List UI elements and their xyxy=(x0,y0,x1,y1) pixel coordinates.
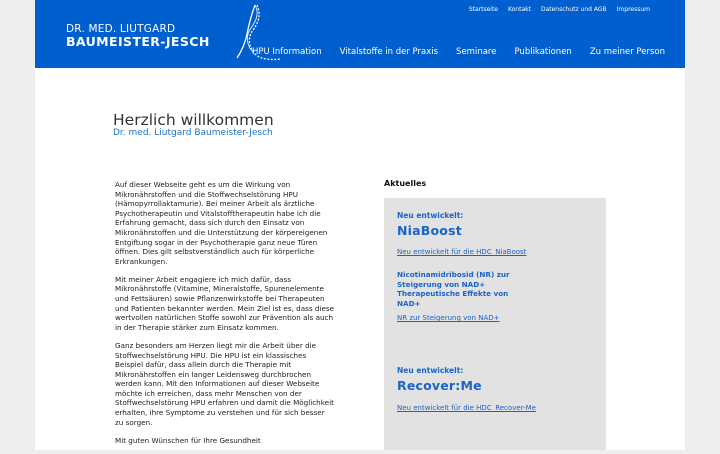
nav-zu-meiner-person[interactable]: Zu meiner Person xyxy=(589,47,665,57)
news-box xyxy=(384,198,606,450)
site-logo[interactable] xyxy=(66,24,210,49)
niaboost-label: Neu entwickelt: xyxy=(397,211,464,220)
nav-hpu-information[interactable]: HPU Information xyxy=(251,47,322,57)
main-nav xyxy=(234,47,665,57)
topnav-startseite[interactable]: Startseite xyxy=(468,6,498,13)
nav-publikationen[interactable]: Publikationen xyxy=(514,47,572,57)
site-header xyxy=(35,0,685,68)
nr-link[interactable]: NR zur Steigerung von NAD+ xyxy=(397,314,500,322)
recoverme-link[interactable]: Neu entwickelt für die HDC_Recover-Me xyxy=(397,404,536,412)
intro-paragraph-2: Mit meiner Arbeit engagiere ich mich dafür, dass Mikronährstoffe (Vitamine, Mineralstoffe, Spurenelemente und Fettsäuren) sowie Pflanzenwirkstoffe bei Therapeuten und Patienten bekannter werden. Mein Ziel ist es, dass diese wertvollen natürlichen Stoffe sowohl zur Prävention als auch in der Therapie stärker zum Einsatz kommen. xyxy=(115,274,335,332)
recoverme-title: Recover:Me xyxy=(397,378,482,393)
nav-seminare[interactable]: Seminare xyxy=(456,47,497,57)
page-subtitle: Dr. med. Liutgard Baumeister-Jesch xyxy=(113,128,273,138)
intro-paragraph-1: Auf dieser Webseite geht es um die Wirkung von Mikronährstoffen und die Stoffwechselstörung HPU (Hämopyrrollaktamurie). Bei meiner Arbeit als ärztliche Psychotherapeutin und Vitalstofftherapeutin habe ich die Erfahrung gemacht, dass sich durch den Einsatz von Mikronährstoffen und die Unterstützung der körpereigenen Entgiftung sogar in der Psychotherapie ganz neue Türen öffnen. Dies gilt selbstverständlich auch für körperliche Erkrankungen. xyxy=(115,180,328,266)
niaboost-title: NiaBoost xyxy=(397,223,462,238)
intro-text xyxy=(115,180,335,454)
page-title: Herzlich willkommen xyxy=(113,111,274,129)
intro-paragraph-4: Mit guten Wünschen für Ihre Gesundheit xyxy=(115,435,261,445)
niaboost-link[interactable]: Neu entwickelt für die HDC_NiaBoost xyxy=(397,248,527,256)
topnav-datenschutz[interactable]: Datenschutz und AGB xyxy=(540,6,607,13)
intro-paragraph-3: Ganz besonders am Herzen liegt mir die Arbeit über die Stoffwechselstörung HPU. Die HPU ist ein klassisches Beispiel dafür, dass allein durch die Therapie mit Mikronährstoffen ein langer Leidensweg durchbrochen werden kann. Mit den Informationen auf dieser Webseite möchte ich erreichen, dass mehr Menschen von der Stoffwechselstörung HPU erfahren und damit die Möglichkeit erhalten, ihre Symptome zu verstehen und für sich besser zu sorgen. xyxy=(115,340,334,427)
nr-heading: Nicotinamidribosid (NR) zur Steigerung von NAD+ Therapeutische Effekte von NAD+ xyxy=(397,270,510,308)
logo-line-1: DR. MED. LIUTGARD xyxy=(66,23,176,35)
logo-line-2: BAUMEISTER-JESCH xyxy=(66,34,210,49)
topnav-kontakt[interactable]: Kontakt xyxy=(508,6,531,13)
nav-vitalstoffe[interactable]: Vitalstoffe in der Praxis xyxy=(339,47,439,57)
topnav-impressum[interactable]: Impressum xyxy=(616,6,650,13)
utility-nav xyxy=(469,6,650,13)
recoverme-label: Neu entwickelt: xyxy=(397,366,464,375)
news-heading: Aktuelles xyxy=(384,179,427,188)
